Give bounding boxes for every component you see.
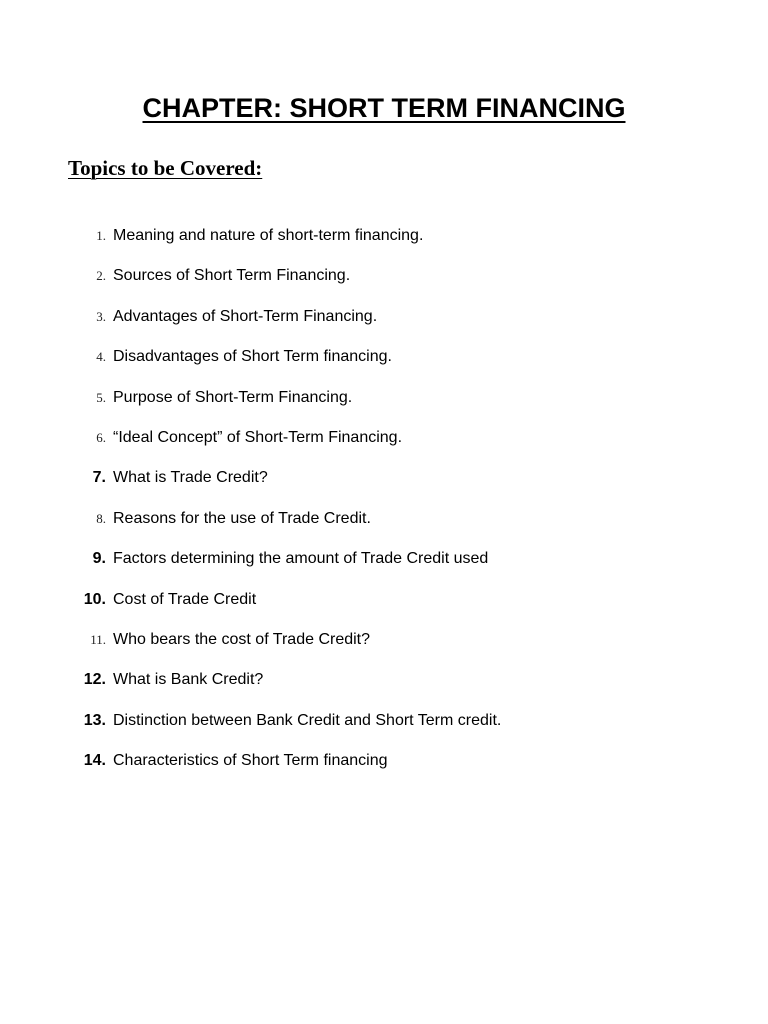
list-item-number: 10. (83, 590, 106, 608)
list-item-text: Cost of Trade Credit (113, 590, 257, 608)
list-item-text: What is Bank Credit? (113, 671, 264, 689)
list-item-text: What is Trade Credit? (113, 469, 268, 487)
list-item-number: 1. (96, 228, 106, 243)
list-item (0, 386, 768, 426)
list-item-text: “Ideal Concept” of Short-Term Financing. (113, 428, 403, 446)
list-item-text: Distinction between Bank Credit and Short Term credit. (113, 711, 502, 729)
list-item (0, 224, 768, 264)
list-item-number: 6. (96, 429, 106, 445)
list-item (0, 426, 768, 466)
topics-heading: Topics to be Covered: (68, 156, 263, 180)
list-item-number: 14. (83, 752, 106, 770)
list-item (0, 628, 768, 668)
list-item-number: 3. (96, 308, 106, 324)
list-item (0, 507, 768, 547)
chapter-title: CHAPTER: SHORT TERM FINANCING (142, 93, 626, 123)
list-item-text: Advantages of Short-Term Financing. (113, 307, 378, 325)
list-item-text: Purpose of Short-Term Financing. (113, 388, 353, 406)
list-item (0, 264, 768, 304)
list-item (0, 547, 768, 587)
topic-list (0, 224, 768, 789)
list-item-text: Who bears the cost of Trade Credit? (113, 630, 371, 648)
list-item-number: 5. (96, 389, 106, 405)
list-item-text: Factors determining the amount of Trade Credit used (113, 550, 489, 568)
list-item-number: 9. (92, 550, 106, 568)
list-item-number: 7. (92, 469, 106, 487)
list-item (0, 466, 768, 506)
list-item-number: 8. (96, 510, 106, 526)
list-item-number: 2. (96, 268, 106, 284)
list-item (0, 668, 768, 708)
list-item-number: 4. (96, 349, 106, 365)
list-item-text: Characteristics of Short Term financing (113, 752, 388, 770)
list-item-number: 12. (83, 671, 106, 689)
list-item-number: 13. (83, 711, 106, 729)
list-item (0, 709, 768, 749)
list-item-text: Sources of Short Term Financing. (113, 267, 351, 285)
list-item (0, 588, 768, 628)
list-item (0, 345, 768, 385)
list-item-number: 11. (90, 631, 106, 647)
list-item (0, 749, 768, 789)
list-item-text: Disadvantages of Short Term financing. (113, 348, 392, 366)
list-item-text: Meaning and nature of short-term financing. (113, 227, 424, 244)
list-item (0, 305, 768, 345)
list-item-text: Reasons for the use of Trade Credit. (113, 509, 371, 527)
